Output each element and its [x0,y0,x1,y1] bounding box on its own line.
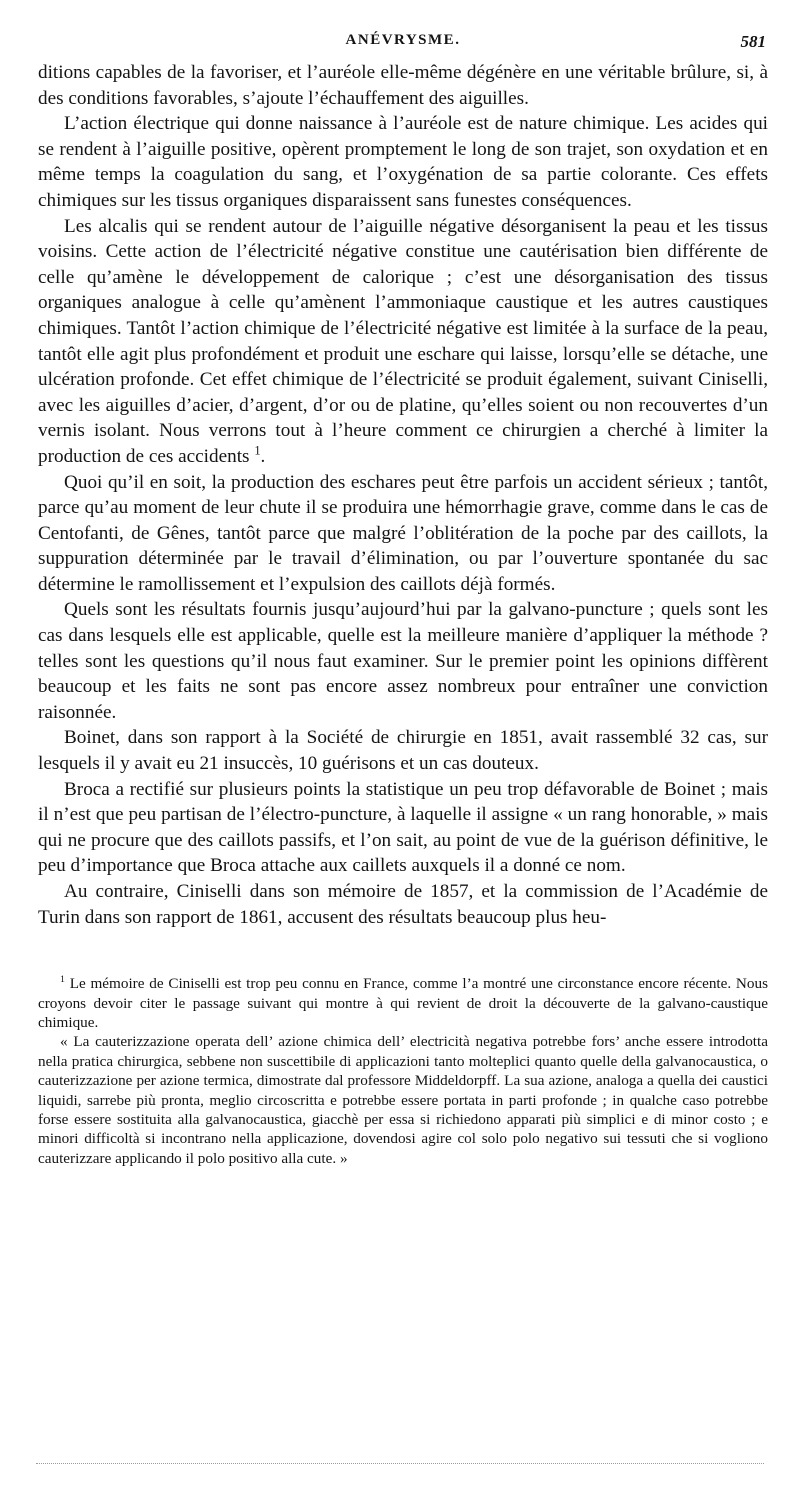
body-text [38,60,768,930]
footnotes [38,974,768,1168]
footnote-reference[interactable]: 1 [254,443,261,458]
paragraph: Les alcalis qui se rendent autour de l’aiguille négative désorganisent la peau et les tissus voisins. Cette action de l’électricité négative constitue une cautérisation bien différente de celle qu’amène le développement de calorique ; c’est une désorganisation des tissus organiques analogue à celle qu’amènent l’ammoniaque caustique et les autres caustiques chimiques. Tantôt l’action chimique de l’électricité négative est limitée à la surface de la peau, tantôt elle agit plus profondément et produit une eschare qui laisse, lorsqu’elle se détache, une ulcération profonde. Cet effet chimique de l’électricité se produit également, suivant Ciniselli, avec les aiguilles d’acier, d’argent, d’or ou de platine, qu’elles soient ou non recouvertes d’un vernis isolant. Nous verrons tout à l’heure comment ce chirurgien a cherché à limiter la production de ces accidents $^1$. [38,215,768,467]
page-header [38,32,768,54]
page-number: 581 [740,32,766,51]
footnote-marker: 1 [60,974,65,986]
running-head: ANÉVRYSME. [345,32,461,48]
paragraph: Quels sont les résultats fournis jusqu’aujourd’hui par la galvano-puncture ; quels sont les cas dans lesquels elle est applicable, quelle est la meilleure manière d’appliquer la méthode ? telles sont les questions qu’il nous faut examiner. Sur le premier point les opinions diffèrent beaucoup et les faits ne sont pas encore assez nombreux pour entraîner une conviction raisonnée. [38,599,768,723]
footer-rule [36,1463,764,1464]
footnote [38,974,768,1032]
paragraph: Au contraire, Ciniselli dans son mémoire de 1857, et la commission de l’Académie de Turin dans son rapport de 1861, accusent des résultats beaucoup plus heu- [38,881,768,928]
footnote-quotation: « La cauterizzazione operata dell’ azione chimica dell’ electricità negativa potrebbe fors’ anche essere introdotta nella pratica chirurgica, sebbene non suscettibile di applicazioni tanto molteplici quanto quelle della galvanocaustica, o cauterizzazione per azione termica, dimostrate dal professore Middeldorpff. La sua azione, analoga a quella dei caustici liquidi, sarrebe più pronta, meglio circoscritta e potrebbe essere portata in parti profonde ; in qualche caso potrebbe forse essere sostituita alla galvanocaustica, giacchè per essa si richiedono apparati più simplici e di minor costo ; e minori difficoltà si incontrano nella applicazione, dovendosi agire col solo polo negativo sui tessuti che si vogliono cauterizzare applicando il polo positivo alla cute. » [38,1033,768,1167]
paragraph: Boinet, dans son rapport à la Société de chirurgie en 1851, avait rassemblé 32 cas, sur lesquels il y avait eu 21 insuccès, 10 guérisons et un cas douteux. [38,727,768,775]
paragraph: L’action électrique qui donne naissance à l’auréole est de nature chimique. Les acides qui se rendent à l’aiguille positive, opèrent promptement le long de son trajet, son oxydation et en même temps la coagulation du sang, et l’oxygénation de sa partie colorante. Ces effets chimiques sur les tissus organiques disparaissent sans funestes conséquences. [38,113,768,211]
footnote-text: Le mémoire de Ciniselli est trop peu connu en France, comme l’a montré une circonstance encore récente. Nous croyons devoir citer le passage suivant qui montre à qui revient de droit la découverte de la galvano-caustique chimique. [38,975,768,1031]
paragraph-text: Les alcalis qui se rendent autour de l’aiguille négative désorganisent la peau et les tissus voisins. Cette action de l’électricité négative constitue une cautérisation bien différente de celle qu’amène le développement de calorique ; c’est une désorganisation des tissus organiques analogue à celle qu’amènent l’ammoniaque caustique et les autres caustiques chimiques. Tantôt l’action chimique de l’électricité négative est limitée à la surface de la peau, tantôt elle agit plus profondément et produit une eschare qui laisse, lorsqu’elle se détache, une ulcération profonde. Cet effet chimique de l’électricité se produit également, suivant Ciniselli, avec les aiguilles d’acier, d’argent, d’or ou de platine, qu’elles soient ou non recouvertes d’un vernis isolant. Nous verrons tout à l’heure comment ce chirurgien a cherché à limiter la production de ces accidents [38,215,768,467]
paragraph: Broca a rectifié sur plusieurs points la statistique un peu trop défavorable de Boinet ; mais il n’est que peu partisan de l’électro-puncture, à laquelle il assigne « un rang honorable, » mais qui ne procure que des caillots passifs, et l’on sait, au point de vue de la guérison définitive, le peu d’importance que Broca attache aux caillets auxquels il a donné ce nom. [38,778,768,877]
paragraph: ditions capables de la favoriser, et l’auréole elle-même dégénère en une véritable brûlure, si, à des conditions favorables, s’ajoute l’échauffement des aiguilles. [38,62,768,109]
paragraph: Quoi qu’il en soit, la production des eschares peut être parfois un accident sérieux ; tantôt, parce qu’au moment de leur chute il se produira une hémorrhagie grave, comme dans le cas de Centofanti, de Gênes, tantôt parce que malgré l’oblitération de la poche par des caillots, la suppuration déterminée par le travail d’élimination, ou par l’ouverture spontanée du sac détermine le ramollissement et l’expulsion des caillots déjà formés. [38,471,768,595]
